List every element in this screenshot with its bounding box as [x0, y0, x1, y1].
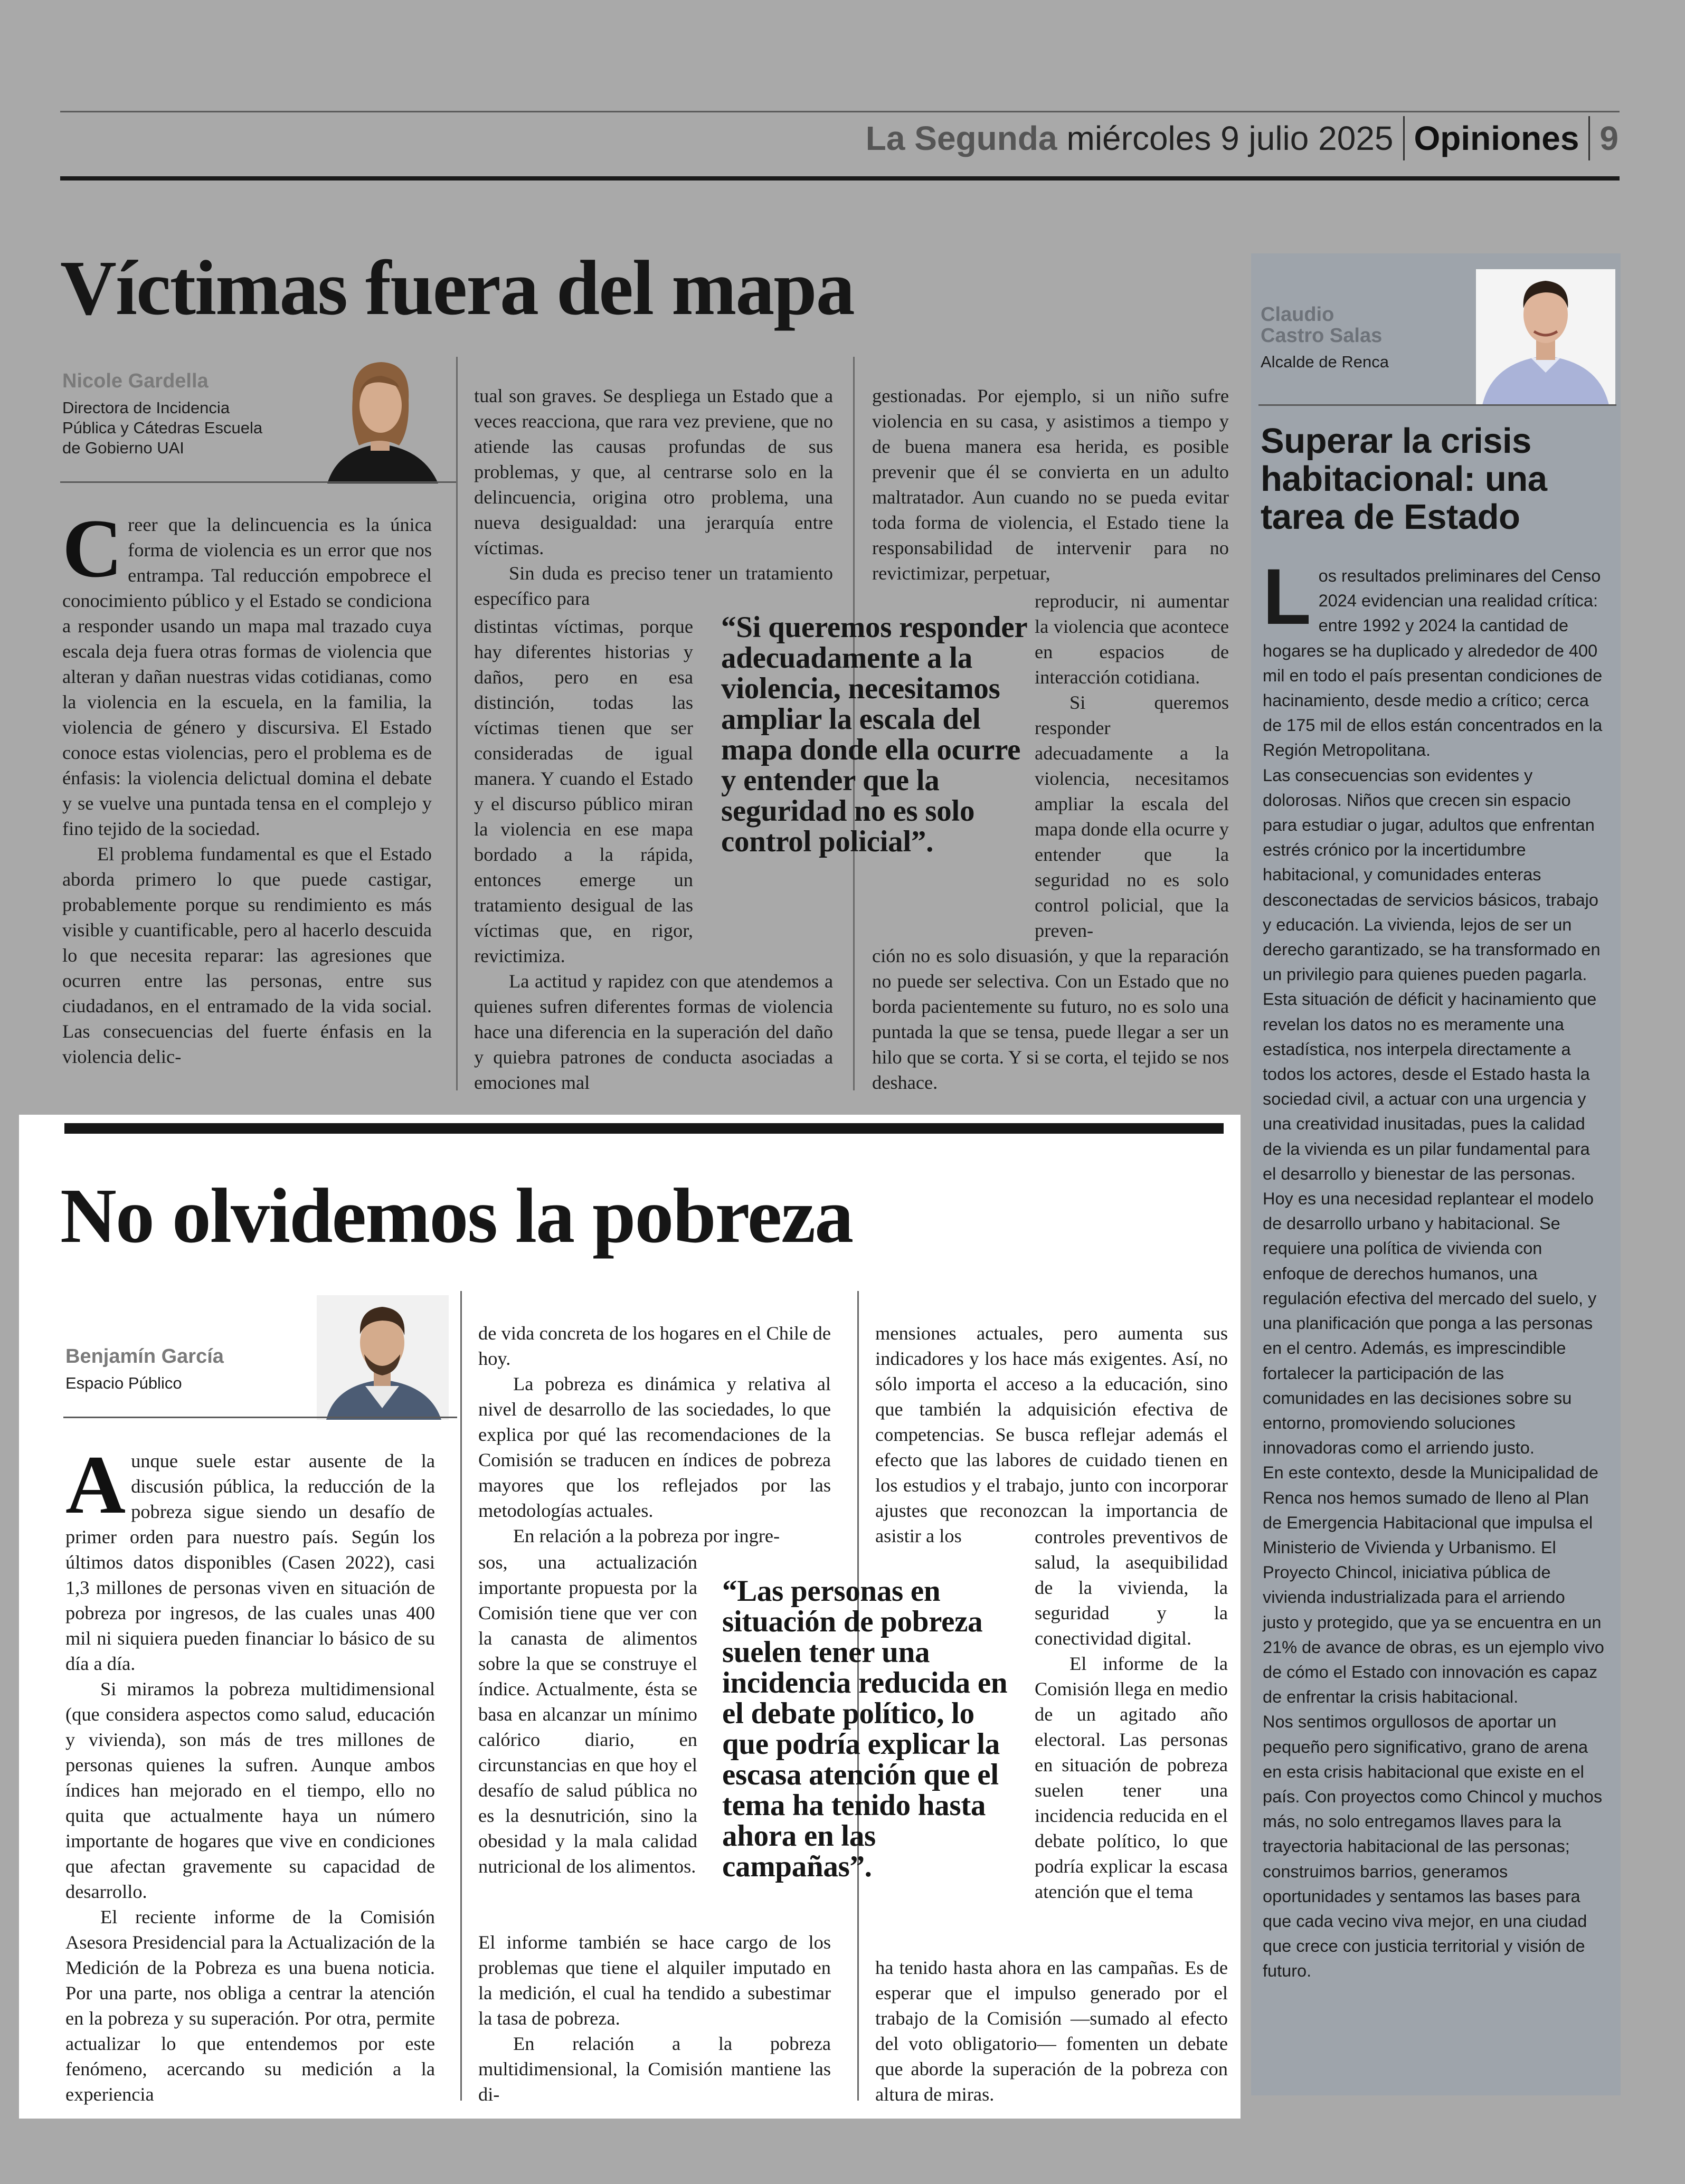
- byline-rule: [1258, 404, 1616, 406]
- masthead-bottom-rule: [60, 176, 1620, 181]
- article-paragraph: gestionadas. Por ejemplo, si un niño sufre violencia en su casa, y asistimos a tiempo y de buena manera esa herida, es posible prevenir que él se convierta en un adulto maltratador. Aun cuando no se pueda evitar toda forma de violencia, el Estado tiene la responsabilidad de intervenir para no revictimizar, perpetuar,: [872, 385, 1229, 584]
- sidebar-paragraph: Hoy es una necesidad replantear el modelo de desarrollo urbano y habitacional. Se requiere una política de vivienda con enfoque de derechos humanos, una regulación efectiva del mercado del suelo, y una planificación que ponga a las personas en el centro. Además, es imprescindible fortalecer la participación de las comunidades en las decisiones sobre su entorno, promoviendo soluciones innovadoras como el arriendo justo.: [1263, 1189, 1597, 1458]
- author-role-line: Pública y Cátedras Escuela: [62, 419, 263, 437]
- article-paragraph: distintas víctimas, porque hay diferentes historias y daños, pero en esa distinción, todas las víctimas tienen que ser consideradas de igual manera. Y cuando el Estado y el discurso público miran la violencia en ese mapa bordado a la rápida, entonces emerge un tratamiento desigual de las víctimas que, en rigor, revictimiza.: [474, 616, 693, 966]
- drop-cap: A: [65, 1439, 126, 1531]
- sidebar-paragraph: En este contexto, desde la Municipalidad de Renca nos hemos sumado de lleno al Plan de Emergencia Habitacional que impulsa el Ministerio de Vivienda y Urbanismo. El Proyecto Chincol, iniciativa pública de vivienda industrializada para el arriendo justo y protegido, que ya se encuentra en un 21% de avance de obras, es un ejemplo vivo de cómo el Estado con innovación es capaz de enfrentar la crisis habitacional.: [1263, 1463, 1604, 1707]
- article-paragraph: reer que la delincuencia es la única forma de violencia es un error que nos entrampa. Tal reducción empobrece el conocimiento público y el Estado se condiciona a responder usando un mapa mal trazado cuya escala deja fuera otras formas de violencia que alteran y dañan nuestras vidas cotidianas, como la violencia en la escuela, en la familia, la violencia de género y discursiva. El Estado conoce estas violencias, pero el problema es de énfasis: la violencia delictual domina el debate y se vuelve una puntada tensa en el complejo y fino tejido de la sociedad.: [62, 514, 432, 839]
- author-name: Nicole Gardella: [62, 370, 209, 392]
- drop-cap: L: [1263, 552, 1311, 641]
- author-photo: [317, 1295, 449, 1420]
- article-column-2-narrow: [478, 1550, 697, 1879]
- pull-quote: “Si queremos responder adecuadamente a la violencia, necesitamos ampliar la escala del mapa donde ella ocurre y entender que la seguridad no es solo control policial”.: [721, 611, 1027, 858]
- page-number: 9: [1599, 119, 1618, 157]
- article-column-3-bottom: [872, 943, 1229, 1095]
- author-role: Espacio Público: [65, 1374, 182, 1392]
- article-column-3-narrow: [1035, 1524, 1228, 1904]
- article-column-2-top: [474, 383, 833, 611]
- author-role-line: de Gobierno UAI: [62, 439, 184, 457]
- article-paragraph: ción no es solo disuasión, y que la reparación no puede ser selectiva. Con un Estado que no borda pacientemente su futuro, no es solo una puntada la que se tensa, puede llegar a ser un hilo que se corta. Y si se corta, el tejido se nos deshace.: [872, 945, 1229, 1093]
- article-paragraph: El informe de la Comisión llega en medio de un agitado año electoral. Las personas en situación de pobreza suelen tener una incidencia reducida en el debate político, lo que podría explicar la escasa atención que el tema: [1035, 1653, 1228, 1902]
- article-title: No olvidemos la pobreza: [60, 1173, 853, 1259]
- article-column-2-top: [478, 1321, 831, 1549]
- sidebar-author-name: Claudio Castro Salas: [1261, 303, 1383, 347]
- sidebar-paragraph: os resultados preliminares del Censo 2024 evidencian una realidad crítica: entre 1992 y 2024 la cantidad de hogares se ha duplicado y alrededor de 400 mil en todo el país presentan condiciones de hacinamiento, desde medio a crítico; cerca de 175 mil de ellos están concentrados en la Región Metropolitana.: [1263, 566, 1603, 760]
- section-name: Opiniones: [1414, 119, 1579, 157]
- article-paragraph: unque suele estar ausente de la discusión pública, la reducción de la pobreza sigue siendo un desafío de primer orden para nuestro país. Según los últimos datos disponibles (Casen 2022), casi 1,3 millones de personas viven en situación de pobreza por ingresos, de las cuales unas 400 mil ni siquiera pueden financiar lo básico de su día a día.: [65, 1450, 435, 1674]
- article-paragraph: El problema fundamental es que el Estado aborda primero lo que puede castigar, probablemente porque su rendimiento es más visible y cuantificable, pero al hacerlo descuida lo que necesita reparar: las agresiones que ocurren entre las personas, entre sus ciudadanos, en el entramado de la vida social. Las consecuencias del fuerte énfasis en la violencia delic-: [62, 843, 432, 1067]
- article-column-1: [62, 502, 432, 1069]
- author-name: Benjamín García: [65, 1345, 224, 1368]
- article-paragraph: En relación a la pobreza por ingre-: [513, 1525, 780, 1546]
- article-column-3-top: [872, 383, 1229, 586]
- sidebar-paragraph: Esta situación de déficit y hacinamiento que revelan los datos no es meramente una estadística, nos interpela directamente a todos los actores, desde el Estado hasta la sociedad civil, a actuar con una urgencia y una creatividad inusitadas, pues la calidad de la vivienda es un pilar fundamental para el desarrollo y bienestar de las personas.: [1263, 990, 1597, 1183]
- sidebar-paragraph: Las consecuencias son evidentes y dolorosas. Niños que crecen sin espacio para estudiar o jugar, adultos que enfrentan estrés crónico por la incertidumbre habitacional, y comunidades enteras desconectadas de servicios básicos, trabajo y educación. La vivienda, lejos de ser un derecho garantizado, se ha transformado en un privilegio para quienes pueden pagarla.: [1263, 765, 1601, 984]
- article-paragraph: Si miramos la pobreza multidimensional (que considera aspectos como salud, educación y vivienda), son más de tres millones de personas quienes la sufren. Aunque ambos índices han mejorado en el tiempo, ello no quita que actualmente haya un número importante de hogares que vive en condiciones que afectan gravemente su capacidad de desarrollo.: [65, 1678, 435, 1902]
- byline-rule: [63, 1417, 457, 1418]
- author-role-line: Directora de Incidencia: [62, 398, 230, 417]
- author-byline: [62, 369, 305, 458]
- article-paragraph: de vida concreta de los hogares en el Chile de hoy.: [478, 1323, 831, 1369]
- article-paragraph: La pobreza es dinámica y relativa al nivel de desarrollo de las sociedades, lo que explica por qué las recomendaciones de la Comisión se traducen en índices de pobreza mayores que los reflejados por las metodologías actuales.: [478, 1373, 831, 1521]
- column-rule: [460, 1291, 462, 2101]
- article-paragraph: Sin duda es preciso tener un tratamiento específico para: [474, 563, 833, 609]
- newspaper-name: La Segunda: [865, 119, 1057, 157]
- pull-quote: “Las personas en situación de pobreza suelen tener una incidencia reducida en el debate político, lo que podría explicar la escasa atención que el tema ha tenido hasta ahora en las campañas”.: [722, 1574, 1008, 1883]
- article-title: Víctimas fuera del mapa: [60, 245, 854, 331]
- article-paragraph: tual son graves. Se despliega un Estado que a veces reacciona, que rara vez previene, que no atiende las causas profundas de sus problemas, y que, al centrarse solo en la delincuencia, origina otro problema, una nueva desigualdad: una jerarquía entre víctimas.: [474, 385, 833, 558]
- article-paragraph: ha tenido hasta ahora en las campañas. Es de esperar que el impulso generado por el trabajo de la Comisión —sumado al efecto del voto obligatorio— fomenten un debate que aborde la superación de la pobreza con altura de miras.: [875, 1957, 1228, 2105]
- sidebar-article-title: Superar la crisis habitacional: una tarea de Estado: [1261, 421, 1547, 537]
- article-top-rule: [64, 1123, 1224, 1134]
- masthead-divider: [1403, 116, 1405, 160]
- article-column-2-narrow: [474, 614, 693, 968]
- article-paragraph: El informe también se hace cargo de los problemas que tiene el alquiler imputado en la medición, el cual ha tendido a subestimar la tasa de pobreza.: [478, 1932, 831, 2029]
- article-column-3-narrow: [1035, 588, 1229, 943]
- author-photo: [306, 357, 454, 483]
- byline-rule: [60, 481, 456, 483]
- article-paragraph: La actitud y rapidez con que atendemos a quienes sufren diferentes formas de violencia hace una diferencia en la superación del daño y quiebra patrones de conducta asociadas a emociones mal: [474, 971, 833, 1093]
- article-column-2-bottom: [478, 1930, 831, 2107]
- article-column-3-bottom: [875, 1955, 1228, 2107]
- sidebar-author-role: Alcalde de Renca: [1261, 353, 1389, 371]
- article-paragraph: El reciente informe de la Comisión Asesora Presidencial para la Actualización de la Medición de la Pobreza es una buena noticia. Por una parte, nos obliga a centrar la atención en la pobreza y su superación. Por otra, permite actualizar lo que entendemos por este fenómeno, acercando su medición a la experiencia: [65, 1906, 435, 2105]
- sidebar-article-body: [1263, 552, 1605, 1984]
- column-rule: [456, 357, 458, 1090]
- sidebar-paragraph: Nos sentimos orgullosos de aportar un pequeño pero significativo, grano de arena en esta crisis habitacional que existe en el país. Con proyectos como Chincol y muchos más, no solo entregamos llaves para la trayectoria habitacional de las personas; construimos barrios, generamos oportunidades y sentamos las bases para que cada vecino viva mejor, en una ciudad que crece con justicia territorial y visión de futuro.: [1263, 1712, 1603, 1981]
- article-column-3-top: [875, 1321, 1228, 1549]
- article-paragraph: En relación a la pobreza multidimensional, la Comisión mantiene las di-: [478, 2033, 831, 2105]
- article-paragraph: Si queremos responder adecuadamente a la violencia, necesitamos ampliar la escala del mapa donde ella ocurre y entender que la seguridad no es solo control policial, que la preven-: [1035, 692, 1229, 941]
- article-paragraph: reproducir, ni aumentar la violencia que acontece en espacios de interacción cotidiana.: [1035, 591, 1229, 688]
- article-column-1: [65, 1439, 435, 2107]
- article-paragraph: mensiones actuales, pero aumenta sus indicadores y los hace más exigentes. Así, no sólo importa el acceso a la educación, sino que también la adquisición efectiva de competencias. Se busca reflejar además el efecto que las labores de cuidado tienen en los estudios y el trabajo, junto con incorporar ajustes que reconozcan la importancia de asistir a los: [875, 1323, 1228, 1546]
- drop-cap: C: [62, 502, 123, 595]
- author-byline: [65, 1345, 319, 1393]
- article-paragraph: controles preventivos de salud, la asequibilidad de la vivienda, la seguridad y la conectividad digital.: [1035, 1526, 1228, 1649]
- masthead-divider: [1588, 116, 1590, 160]
- article-column-2-bottom: [474, 968, 833, 1095]
- masthead: [866, 112, 1618, 165]
- author-photo: [1476, 269, 1615, 405]
- article-paragraph: sos, una actualización importante propuesta por la Comisión tiene que ver con la canasta de alimentos sobre la que se construye el índice. Actualmente, ésta se basa en alcanzar un mínimo calórico diario, en circunstancias en que hoy el desafío de salud pública no es la desnutrición, sino la obesidad y la mala calidad nutricional de los alimentos.: [478, 1552, 697, 1877]
- issue-date: miércoles 9 julio 2025: [1066, 119, 1394, 157]
